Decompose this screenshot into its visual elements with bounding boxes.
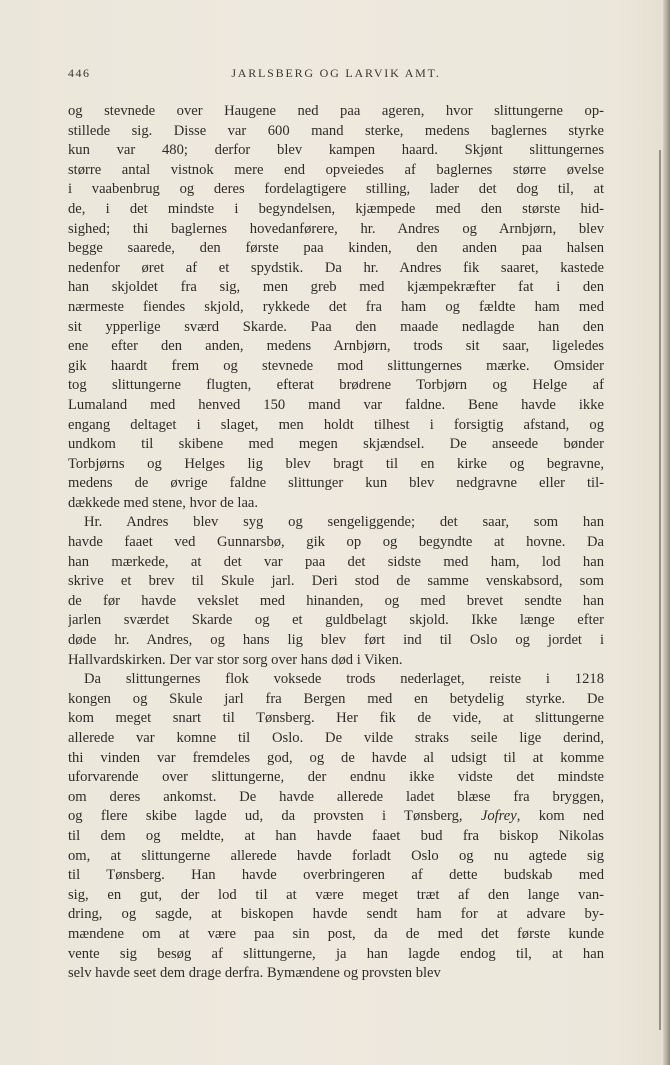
text-line: om deres ankomst. De havde allerede ladet blæse fra bryggen,	[68, 788, 604, 805]
text-line: tog slittungerne flugten, efterat brødrene Torbjørn og Helge af	[68, 377, 604, 394]
text-line: sig, en gut, der lod til at være meget træt af den lange van-	[68, 886, 604, 903]
text-line: Lumaland med henved 150 mand var faldne. Bene havde ikke	[68, 396, 604, 413]
text-line: gik haardt frem og stevnede mod slittungernes mærke. Omsider	[68, 357, 604, 374]
text-line: selv havde seet dem drage derfra. Bymændene og provsten blev	[68, 965, 441, 982]
text-line: skrive et brev til Skule jarl. Deri stod de samme venskabsord, som	[68, 573, 604, 590]
text-line: nærmeste fiendes skjold, rykkede det fra ham og fældte ham med	[68, 298, 604, 315]
italic-name: Jofrey	[480, 808, 517, 825]
text-line: Hr. Andres blev syg og sengeliggende; det saar, som han	[84, 514, 604, 531]
text-line: begge saarede, den første paa kinden, den anden paa halsen	[68, 240, 604, 257]
text-line: til Tønsberg. Han havde overbringeren af dette budskab med	[68, 867, 604, 884]
text-line: dring, og sagde, at biskopen havde sendt ham for at advare by-	[68, 906, 604, 923]
page-number: 446	[68, 66, 91, 80]
text-line: større antal vistnok mere end opveiedes af baglernes større øvelse	[68, 161, 604, 178]
text-line: til dem og meldte, at han havde faaet bud fra biskop Nikolas	[68, 827, 604, 844]
paragraph	[68, 670, 604, 984]
text-line: han mærkede, at det var paa det sidste med ham, lod han	[68, 553, 604, 570]
text-line: nedenfor øret af et spydstik. Da hr. Andres fik saaret, kastede	[68, 259, 604, 276]
text-line: sighed; thi baglernes hovedanførere, hr. Andres og Arnbjørn, blev	[68, 220, 604, 237]
text-line: jarlen sværdet Skarde og et guldbelagt skjold. Ikke længe efter	[68, 612, 604, 629]
text-line: de, i det mindste i begyndelsen, kjæmpede med den største hid-	[68, 200, 604, 217]
text-line: mændene om at være paa sin post, da de med det første kunde	[68, 925, 604, 942]
text-line: kongen og Skule jarl fra Bergen med en betydelig styrke. De	[68, 690, 604, 707]
text-line: allerede var komne til Oslo. De vilde straks seile lige derind,	[68, 730, 604, 746]
text-line: medens de øvrige faldne slittunger kun blev nedgravne eller til-	[68, 475, 604, 492]
text-line: og flere skibe lagde ud, da provsten i Tønsberg, Jofrey, kom ned	[68, 808, 604, 825]
text-line: stillede sig. Disse var 600 mand sterke, medens baglernes styrke	[68, 122, 604, 139]
paragraph	[68, 102, 604, 513]
text-line: dækkede med stene, hvor de laa.	[68, 494, 259, 511]
text-line: de før havde vekslet med hinanden, og med brevet sendte han	[68, 592, 604, 609]
text-line: om, at slittungerne allerede havde forladt Oslo og nu agtede sig	[68, 847, 604, 864]
text-line: han skjoldet fra sig, men greb med kjæmpekræfter fat i den	[68, 279, 604, 296]
text-line: Hallvardskirken. Der var stor sorg over hans død i Viken.	[68, 651, 403, 668]
page-header	[68, 66, 604, 86]
text-line: havde faaet ved Gunnarsbø, gik op og begyndte at hovne. Da	[68, 534, 604, 551]
text-line: i vaabenbrug og deres fordelagtigere stilling, lader det dog til, at	[68, 181, 604, 198]
text-line: Da slittungernes flok voksede trods nederlaget, reiste i 1218	[84, 671, 604, 688]
spine-edge-line	[659, 150, 661, 1030]
book-spine-shadow	[663, 0, 670, 1065]
text-line: thi vinden var fremdeles god, og de havde al udsigt til at komme	[68, 749, 604, 766]
text-line: kun var 480; derfor blev kampen haard. Skjønt slittungernes	[68, 142, 604, 159]
paragraph	[68, 513, 604, 670]
text-line: døde hr. Andres, og hans lig blev ført ind til Oslo og jordet i	[68, 632, 604, 649]
text-line: undkom til skibene med megen skjændsel. De anseede bønder	[68, 436, 604, 453]
body-text	[68, 102, 604, 984]
text-line: sit ypperlige sværd Skarde. Paa den maade nedlagde han den	[68, 318, 604, 335]
text-line: og stevnede over Haugene ned paa ageren, hvor slittungerne op-	[68, 103, 604, 119]
text-line: ene efter den anden, medens Arnbjørn, trods sit saar, ligeledes	[68, 338, 604, 355]
text-line: kom meget snart til Tønsberg. Her fik de vide, at slittungerne	[68, 710, 604, 727]
text-line: Torbjørns og Helges lig blev bragt til en kirke og begravne,	[68, 455, 604, 472]
text-line: vente sig besøg af slittungerne, ja han lagde endog til, at han	[68, 945, 604, 962]
text-line: uforvarende over slittungerne, der endnu ikke vidste det mindste	[68, 769, 604, 786]
text-line: engang deltaget i slaget, men holdt tilhest i forsigtig afstand, og	[68, 416, 604, 433]
running-head: JARLSBERG OG LARVIK AMT.	[231, 66, 441, 80]
